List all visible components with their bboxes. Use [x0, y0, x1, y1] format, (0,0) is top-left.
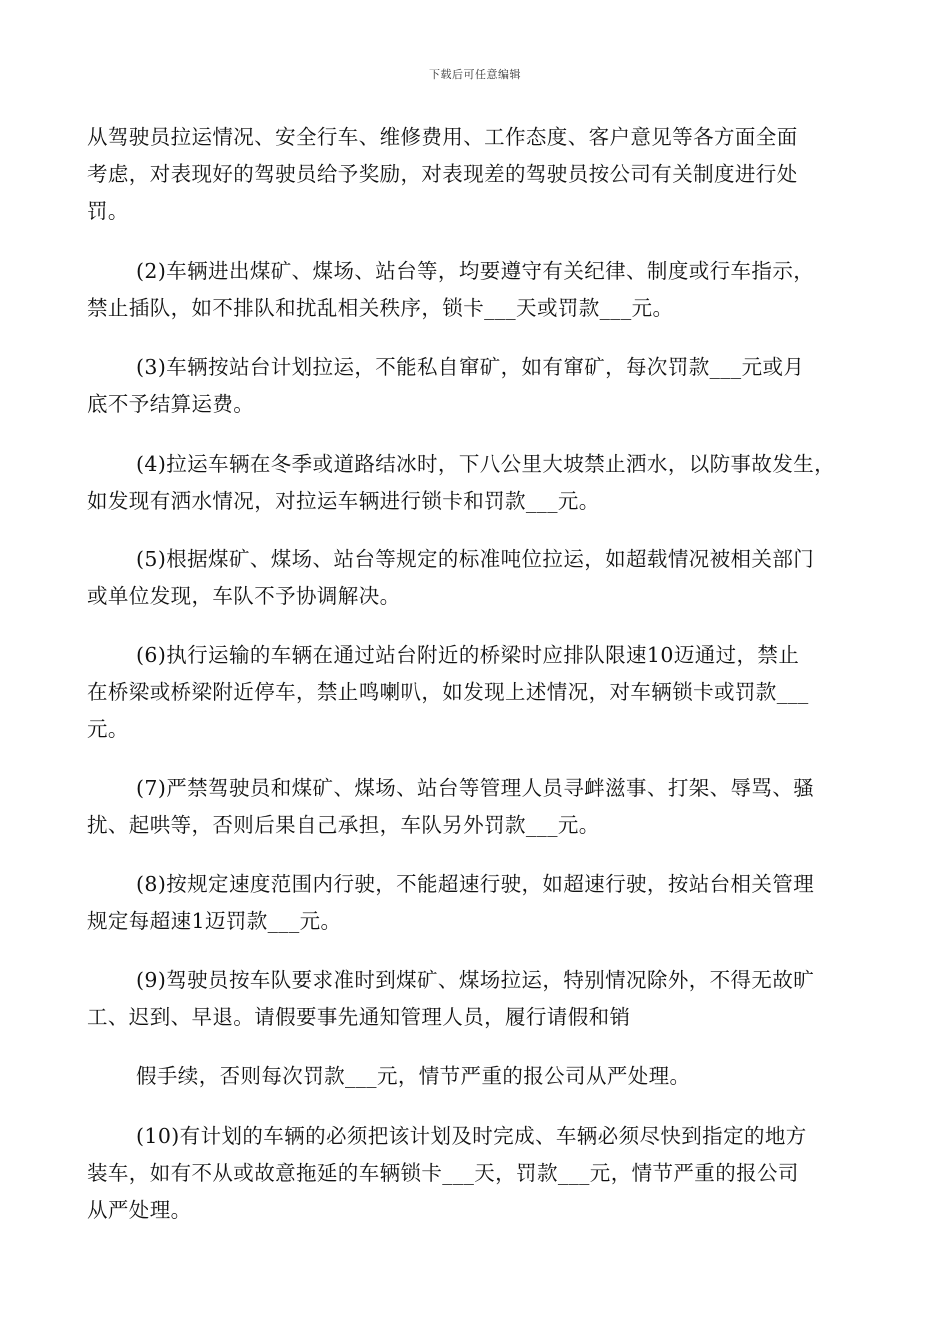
- paragraph-11-line-1: (10)有计划的车辆的必须把该计划及时完成、车辆必须尽快到指定的地方: [136, 1124, 807, 1148]
- paragraph-5-line-2: 或单位发现，车队不予协调解决。: [87, 584, 401, 608]
- paragraph-5-line-1: (5)根据煤矿、煤场、站台等规定的标准吨位拉运，如超载情况被相关部门: [136, 547, 815, 571]
- paragraph-1-line-1: 从驾驶员拉运情况、安全行车、维修费用、工作态度、客户意见等各方面全面: [87, 125, 798, 149]
- paragraph-11-line-2: 装车，如有不从或故意拖延的车辆锁卡___天，罚款___元，情节严重的报公司: [87, 1161, 799, 1185]
- paragraph-10-line-1: 假手续，否则每次罚款___元，情节严重的报公司从严处理。: [136, 1064, 691, 1088]
- paragraph-6-line-1: (6)执行运输的车辆在通过站台附近的桥梁时应排队限速10迈通过，禁止: [136, 643, 800, 667]
- paragraph-2-line-1: (2)车辆进出煤矿、煤场、站台等，均要遵守有关纪律、制度或行车指示，: [136, 259, 815, 283]
- paragraph-1-line-2: 考虑，对表现好的驾驶员给予奖励，对表现差的驾驶员按公司有关制度进行处: [87, 162, 798, 186]
- paragraph-6-line-3: 元。: [87, 717, 129, 741]
- paragraph-3-line-2: 底不予结算运费。: [87, 392, 255, 416]
- header-note: 下载后可任意编辑: [429, 68, 521, 81]
- paragraph-8-line-2: 规定每超速1迈罚款___元。: [87, 909, 342, 933]
- paragraph-1-line-3: 罚。: [87, 199, 129, 223]
- paragraph-4-line-2: 如发现有洒水情况，对拉运车辆进行锁卡和罚款___元。: [87, 489, 600, 513]
- paragraph-8-line-1: (8)按规定速度范围内行驶，不能超速行驶，如超速行驶，按站台相关管理: [136, 872, 815, 896]
- paragraph-11-line-3: 从严处理。: [87, 1198, 192, 1222]
- paragraph-7-line-1: (7)严禁驾驶员和煤矿、煤场、站台等管理人员寻衅滋事、打架、辱骂、骚: [136, 776, 815, 800]
- paragraph-2-line-2: 禁止插队，如不排队和扰乱相关秩序，锁卡___天或罚款___元。: [87, 296, 674, 320]
- paragraph-6-line-2: 在桥梁或桥梁附近停车，禁止鸣喇叭，如发现上述情况，对车辆锁卡或罚款___: [87, 680, 809, 704]
- paragraph-7-line-2: 扰、起哄等，否则后果自己承担，车队另外罚款___元。: [87, 813, 600, 837]
- paragraph-9-line-2: 工、迟到、早退。请假要事先通知管理人员，履行请假和销: [87, 1005, 631, 1029]
- paragraph-3-line-1: (3)车辆按站台计划拉运，不能私自窜矿，如有窜矿，每次罚款___元或月: [136, 355, 805, 379]
- paragraph-9-line-1: (9)驾驶员按车队要求准时到煤矿、煤场拉运，特别情况除外，不得无故旷: [136, 968, 815, 992]
- paragraph-4-line-1: (4)拉运车辆在冬季或道路结冰时，下八公里大坡禁止洒水，以防事故发生，: [136, 452, 836, 476]
